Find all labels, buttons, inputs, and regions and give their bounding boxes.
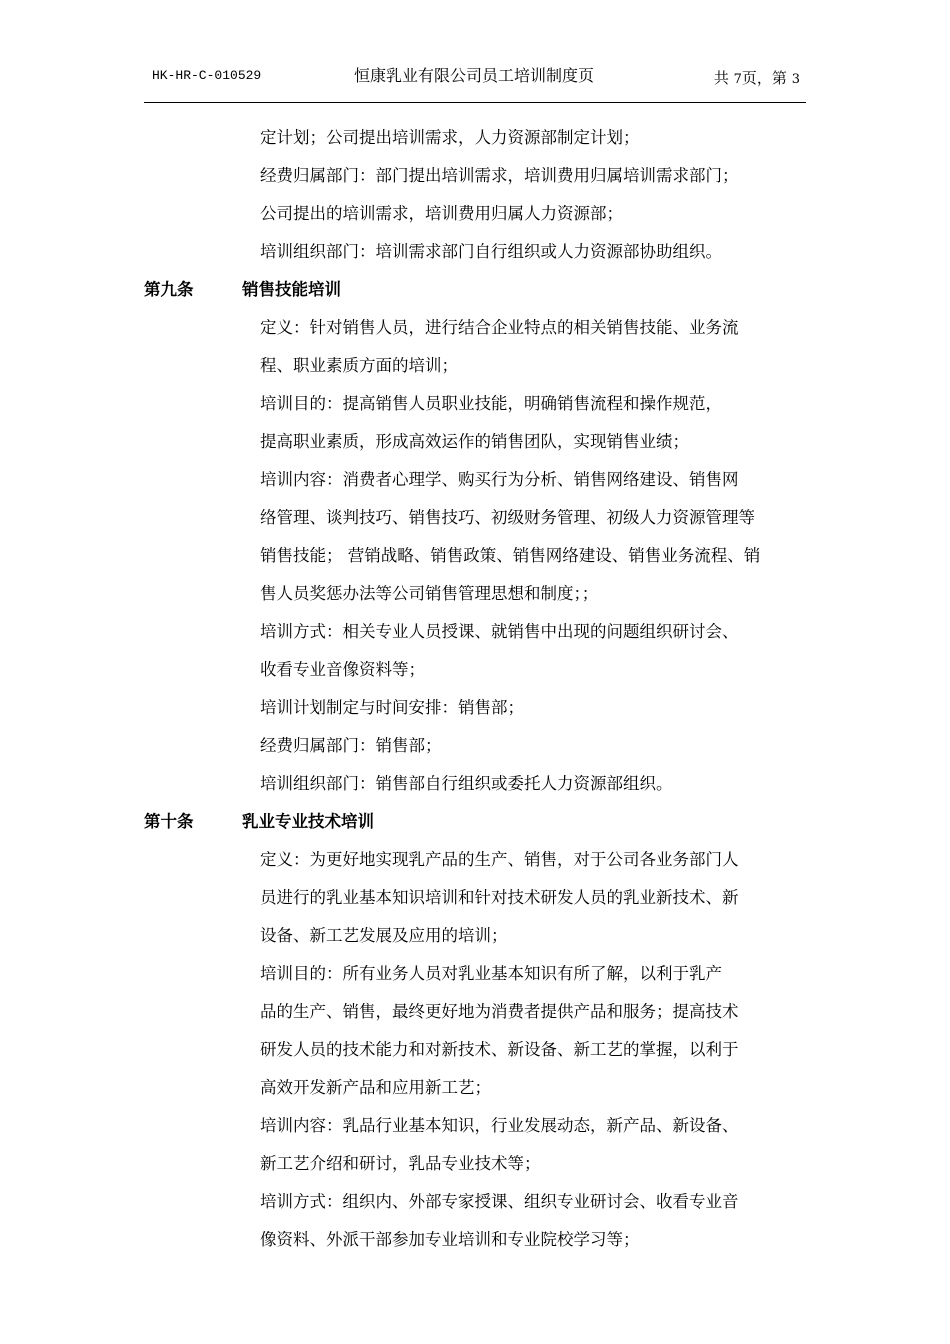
paragraph-line: 经费归属部门：部门提出培训需求，培训费用归属培训需求部门； (260, 166, 739, 185)
paragraph-line: 研发人员的技术能力和对新技术、新设备、新工艺的掌握，以利于 (260, 1040, 739, 1059)
paragraph-line: 培训内容：乳品行业基本知识，行业发展动态，新产品、新设备、 (260, 1116, 739, 1135)
article-9-heading (144, 271, 341, 309)
page-mid: 页，第 (741, 69, 787, 87)
paragraph-line: 品的生产、销售，最终更好地为消费者提供产品和服务；提高技术 (260, 1002, 739, 1021)
page-prefix: 共 (713, 69, 729, 87)
article-number: 第九条 (144, 280, 194, 299)
document-code: HK-HR-C-010529 (152, 68, 262, 83)
paragraph-line: 培训方式：相关专业人员授课、就销售中出现的问题组织研讨会、 (260, 622, 739, 641)
paragraph-line: 培训方式：组织内、外部专家授课、组织专业研讨会、收看专业音 (260, 1192, 739, 1211)
paragraph-line: 高效开发新产品和应用新工艺； (260, 1078, 491, 1097)
paragraph-line: 定计划；公司提出培训需求，人力资源部制定计划； (260, 128, 640, 147)
paragraph-line: 培训组织部门：销售部自行组织或委托人力资源部组织。 (260, 774, 673, 793)
paragraph-line: 公司提出的培训需求，培训费用归属人力资源部； (260, 204, 623, 223)
paragraph-line: 销售技能； 营销战略、销售政策、销售网络建设、销售业务流程、销 (260, 546, 761, 565)
paragraph-line: 售人员奖惩办法等公司销售管理思想和制度；； (260, 584, 599, 603)
total-pages: 7 (733, 72, 742, 87)
article-number: 第十条 (144, 812, 194, 831)
article-title: 乳业专业技术培训 (242, 812, 374, 831)
paragraph-line: 培训目的：提高销售人员职业技能，明确销售流程和操作规范， (260, 394, 722, 413)
paragraph-line: 定义：为更好地实现乳产品的生产、销售，对于公司各业务部门人 (260, 850, 739, 869)
paragraph-line: 培训目的：所有业务人员对乳业基本知识有所了解，以利于乳产 (260, 964, 722, 983)
paragraph-line: 像资料、外派干部参加专业培训和专业院校学习等； (260, 1230, 640, 1249)
paragraph-line: 设备、新工艺发展及应用的培训； (260, 926, 508, 945)
article-10-heading (144, 803, 374, 841)
paragraph-line: 定义：针对销售人员，进行结合企业特点的相关销售技能、业务流 (260, 318, 739, 337)
paragraph-line: 新工艺介绍和研讨，乳品专业技术等； (260, 1154, 541, 1173)
paragraph-line: 培训计划制定与时间安排：销售部； (260, 698, 524, 717)
article-title: 销售技能培训 (242, 280, 341, 299)
paragraph-line: 提高职业素质，形成高效运作的销售团队，实现销售业绩； (260, 432, 689, 451)
paragraph-line: 收看专业音像资料等； (260, 660, 425, 679)
paragraph-line: 培训内容：消费者心理学、购买行为分析、销售网络建设、销售网 (260, 470, 739, 489)
page-indicator (714, 67, 800, 88)
paragraph-line: 经费归属部门：销售部； (260, 736, 442, 755)
header-divider (144, 102, 806, 103)
document-title: 恒康乳业有限公司员工培训制度页 (353, 66, 594, 85)
paragraph-line: 培训组织部门：培训需求部门自行组织或人力资源部协助组织。 (260, 242, 722, 261)
page-header (144, 66, 806, 104)
paragraph-line: 员进行的乳业基本知识培训和针对技术研发人员的乳业新技术、新 (260, 888, 739, 907)
paragraph-line: 程、职业素质方面的培训； (260, 356, 458, 375)
current-page: 3 (791, 72, 800, 87)
paragraph-line: 络管理、谈判技巧、销售技巧、初级财务管理、初级人力资源管理等 (260, 508, 755, 527)
